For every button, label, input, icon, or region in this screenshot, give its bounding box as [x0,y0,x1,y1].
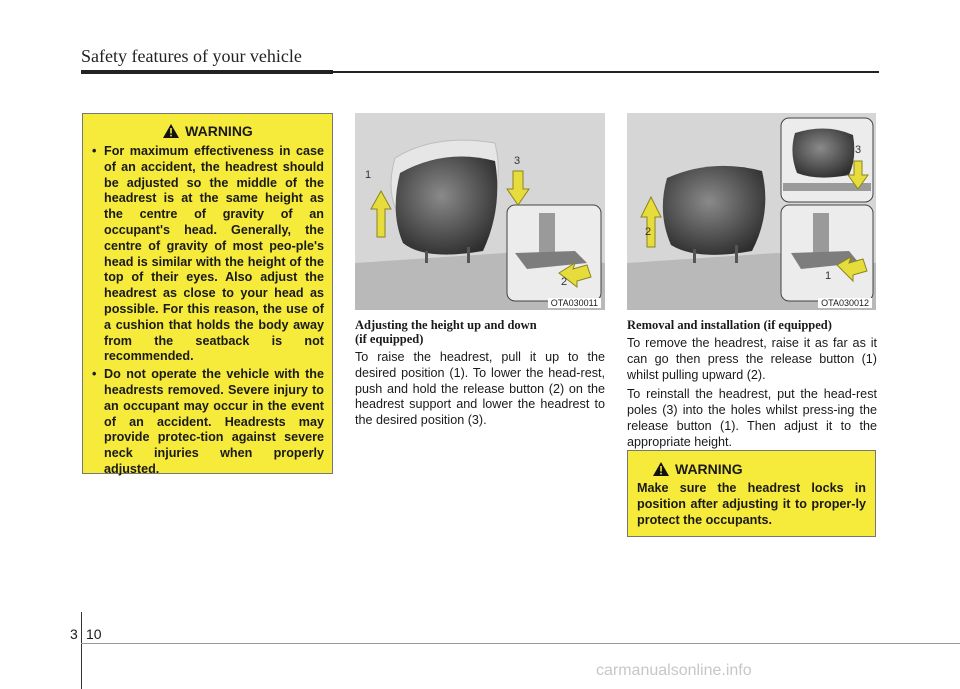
headrest-adjust-illustration [355,113,605,310]
warning-triangle-icon [653,462,669,476]
figure-callout: 1 [365,169,372,181]
section-heading: Removal and installation (if equipped) [627,318,832,332]
warning-triangle-icon [163,124,179,138]
warning-box-main [82,113,333,474]
section-body: To reinstall the headrest, put the head-rest poles (3) into the holes whilst press-ing the release button (1). Then adjust it to the appropriate height. [627,387,877,449]
warning-item: • Do not operate the vehicle with the headrests removed. Severe injury to an occupant may occur in the event of an accident. Headrests may provide protec-tion against severe neck injuries when properly adjusted. [92,367,324,478]
figure-callout: 2 [645,226,652,238]
footer-rule [81,643,960,644]
page-header-title: Safety features of your vehicle [81,46,302,66]
warning-list [92,144,324,478]
warning-box-lock [627,450,876,537]
adjust-height-section [355,318,605,431]
figure-code: OTA030012 [818,298,872,308]
section-number: 3 [70,626,78,642]
header-rule [81,70,333,74]
figure-callout: 3 [855,144,862,156]
figure-callout: 1 [825,270,832,282]
section-heading-sub: (if equipped) [355,332,424,346]
page-number: 10 [86,626,102,642]
headrest-height-figure [355,113,605,310]
figure-callout: 2 [561,276,568,288]
headrest-removal-illustration [627,113,876,310]
removal-section [627,318,877,453]
figure-code: OTA030011 [548,298,601,308]
section-heading: Adjusting the height up and down [355,318,537,332]
section-body: To remove the headrest, raise it as far as it can go then press the release button (1) whilst pulling upward (2). [627,336,877,382]
warning-body: Make sure the headrest locks in position after adjusting it to proper-ly protect the occupants. [637,481,866,527]
warning-heading-text: WARNING [675,461,743,477]
footer-divider [81,612,82,689]
warning-item: • For maximum effectiveness in case of an accident, the headrest should be adjusted so the middle of the headrest is at the same height as the centre of gravity of an occupant's head. Generally, the centre of gravity of most peo-ple's head is similar with the height of the top of their eyes. Also adjust the headrest as close to your head as possible. For this reason, the use of a cushion that holds the body away from the seatback is not recommended. [92,144,324,365]
section-body: To raise the headrest, pull it up to the desired position (1). To lower the head-rest, push and hold the release button (2) on the headrest support and lower the headrest to the desired position (3). [355,350,605,428]
header-rule-thin [333,71,879,73]
warning-heading-text: WARNING [185,123,253,139]
warning-heading [637,461,866,477]
figure-callout: 3 [514,155,521,167]
warning-heading [92,123,324,139]
headrest-removal-figure [627,113,876,310]
watermark-text: carmanualsonline.info [596,662,752,679]
